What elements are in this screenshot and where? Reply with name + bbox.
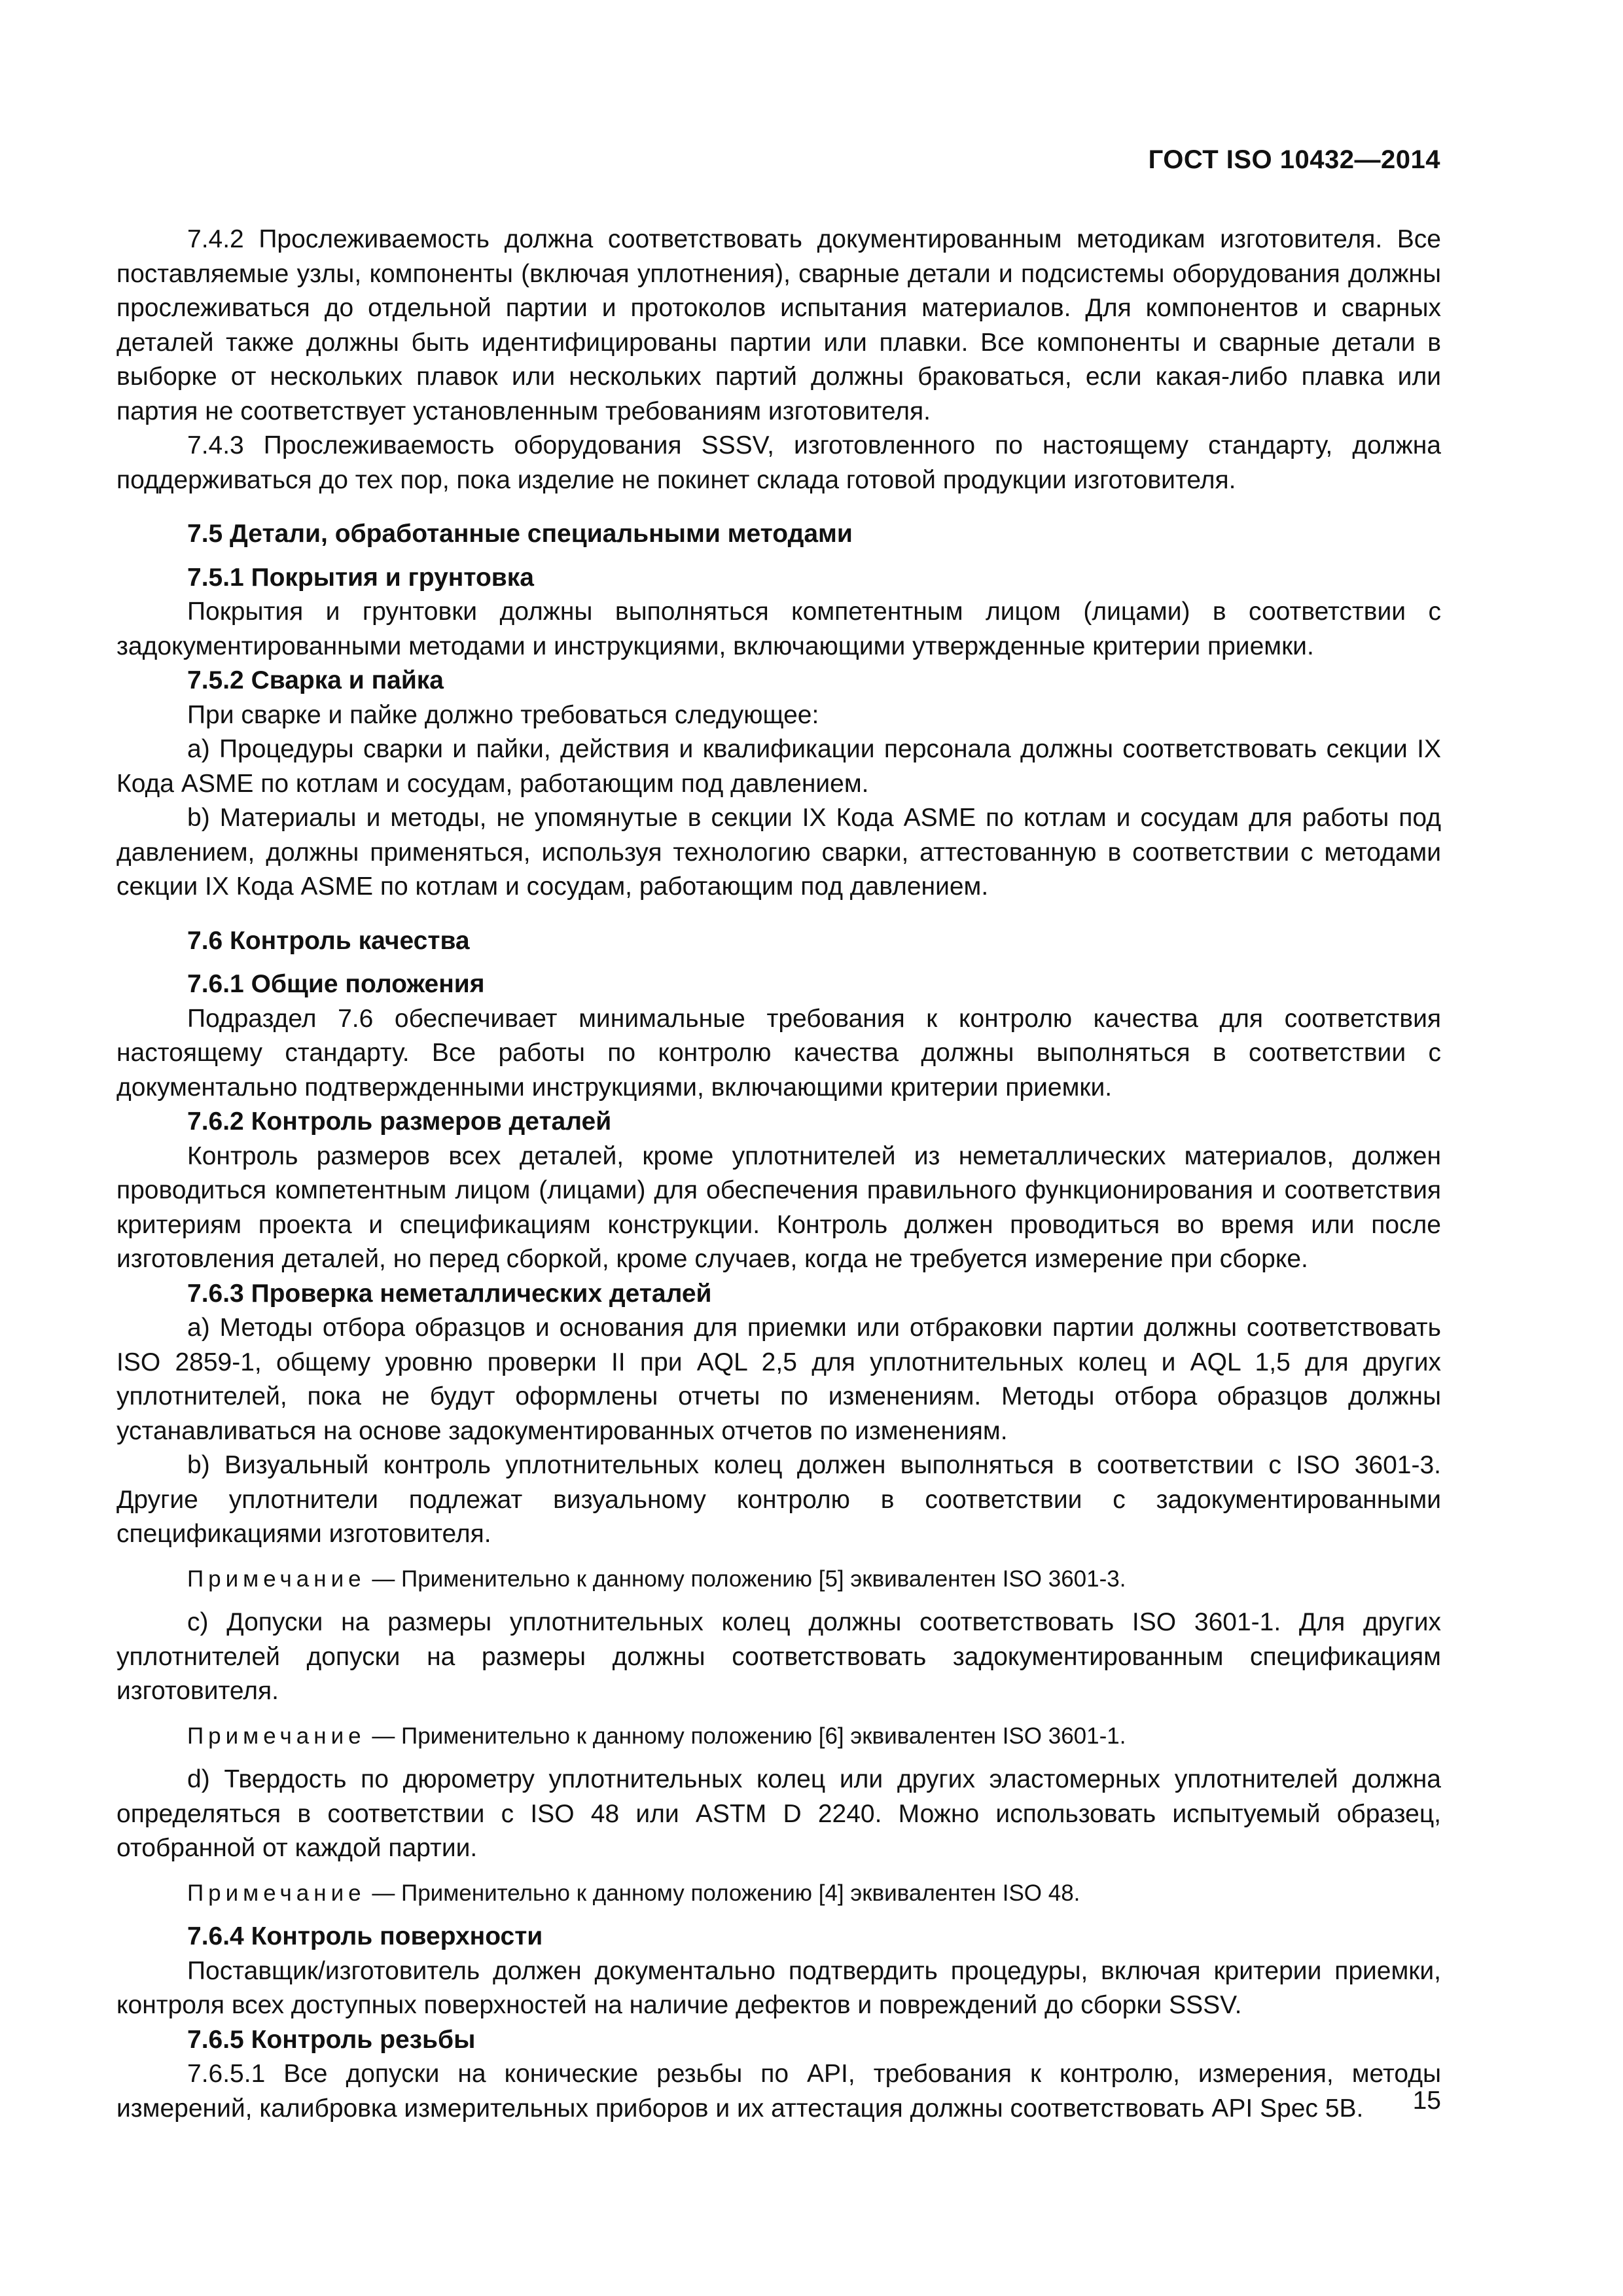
page-number: 15	[1412, 2087, 1441, 2115]
paragraph-7-4-3: 7.4.3 Прослеживаемость оборудования SSSV, изготовленного по настоящему стандарту, должна поддерживаться до тех пор, пока изделие не покинет склада готовой продукции изготовителя.	[116, 431, 1441, 494]
heading-7-6-4: 7.6.4 Контроль поверхности	[187, 1922, 543, 1950]
paragraph-7-6-2: Контроль размеров всех деталей, кроме уплотнителей из неметаллических материалов, должен проводиться компетентным лицом (лицами) для обеспечения правильного функционирования и соответствия критериям проекта и спецификациям конструкции. Контроль должен проводиться во время или после изготовления деталей, но перед сборкой, кроме случаев, когда не требуется измерение при сборке.	[116, 1141, 1441, 1273]
note-label: Примечание	[187, 1880, 366, 1906]
note-label: Примечание	[187, 1723, 366, 1749]
standard-header: ГОСТ ISO 10432—2014	[1148, 145, 1440, 174]
paragraph-7-5-2-intro: При сварке и пайке должно требоваться следующее:	[187, 700, 819, 729]
paragraph-7-6-3-d: d) Твердость по дюрометру уплотнительных колец или других эластомерных уплотнителей должна определяться в соответствии с ISO 48 или ASTM D 2240. Можно использовать испытуемый образец, отобранной от каждой партии.	[116, 1765, 1441, 1862]
heading-7-5-2: 7.5.2 Сварка и пайка	[187, 666, 444, 694]
heading-7-6-3: 7.6.3 Проверка неметаллических деталей	[187, 1279, 712, 1308]
paragraph-7-6-5-1: 7.6.5.1 Все допуски на конические резьбы по API, требования к контролю, измерения, методы измерений, калибровка измерительных приборов и их аттестация должны соответствовать API Spec 5B.	[116, 2060, 1441, 2123]
note-text: — Применительно к данному положению [5] эквивалентен ISO 3601-3.	[365, 1566, 1126, 1592]
paragraph-7-5-2-a: а) Процедуры сварки и пайки, действия и квалификации персонала должны соответствовать секции IX Кода ASME по котлам и сосудам, работающим под давлением.	[116, 735, 1441, 798]
note-label: Примечание	[187, 1566, 366, 1592]
document-body	[116, 223, 1441, 2126]
note-text: — Применительно к данному положению [4] эквивалентен ISO 48.	[365, 1880, 1080, 1906]
paragraph-7-5-1: Покрытия и грунтовки должны выполняться компетентным лицом (лицами) в соответствии с задокументированными методами и инструкциями, включающими утвержденные критерии приемки.	[116, 598, 1441, 660]
paragraph-7-6-1: Подраздел 7.6 обеспечивает минимальные требования к контролю качества для соответствия настоящему стандарту. Все работы по контролю качества должны выполняться в соответствии с документально подтвержденными инструкциями, включающими критерии приемки.	[116, 1004, 1441, 1102]
note-2	[116, 1719, 1441, 1754]
paragraph-7-5-2-b: b) Материалы и методы, не упомянутые в секции IX Кода ASME по котлам и сосудам для работы под давлением, должны применяться, используя технологию сварки, аттестованную в соответствии с методами секции IX Кода ASME по котлам и сосудам, работающим под давлением.	[116, 804, 1441, 901]
paragraph-7-6-3-c: с) Допуски на размеры уплотнительных колец должны соответствовать ISO 3601-1. Для других уплотнителей допуски на размеры должны соответствовать задокументированным спецификациям изготовителя.	[116, 1608, 1441, 1705]
heading-7-6: 7.6 Контроль качества	[187, 926, 470, 955]
heading-7-6-5: 7.6.5 Контроль резьбы	[187, 2025, 476, 2054]
note-text: — Применительно к данному положению [6] эквивалентен ISO 3601-1.	[365, 1723, 1126, 1749]
note-3	[116, 1876, 1441, 1911]
paragraph-7-6-3-a: а) Методы отбора образцов и основания для приемки или отбраковки партии должны соответствовать ISO 2859-1, общему уровню проверки II при AQL 2,5 для уплотнительных колец и AQL 1,5 для других уплотнителей, пока не будут оформлены отчеты по изменениям. Методы отбора образцов должны устанавливаться на основе задокументированных отчетов по изменениям.	[116, 1314, 1441, 1445]
paragraph-7-4-2: 7.4.2 Прослеживаемость должна соответствовать документированным методикам изготовителя. Все поставляемые узлы, компоненты (включая уплотнения), сварные детали и подсистемы оборудования должны прослеживаться до отдельной партии и протоколов испытания материалов. Для компонентов и сварных деталей также должны быть идентифицированы партии или плавки. Все компоненты и сварные детали в выборке от нескольких плавок или нескольких партий должны браковаться, если какая-либо плавка или партия не соответствует установленным требованиям изготовителя.	[116, 225, 1441, 425]
heading-7-5-1: 7.5.1 Покрытия и грунтовка	[187, 563, 534, 592]
paragraph-7-6-3-b: b) Визуальный контроль уплотнительных колец должен выполняться в соответствии с ISO 3601-3. Другие уплотнители подлежат визуальному контролю в соответствии с задокументированными спецификациями изготовителя.	[116, 1451, 1441, 1548]
heading-7-6-1: 7.6.1 Общие положения	[187, 970, 485, 998]
note-1	[116, 1562, 1441, 1597]
heading-7-6-2: 7.6.2 Контроль размеров деталей	[187, 1107, 612, 1136]
paragraph-7-6-4: Поставщик/изготовитель должен документально подтвердить процедуры, включая критерии приемки, контроля всех доступных поверхностей на наличие дефектов и повреждений до сборки SSSV.	[116, 1956, 1441, 2019]
heading-7-5: 7.5 Детали, обработанные специальными методами	[187, 520, 853, 548]
